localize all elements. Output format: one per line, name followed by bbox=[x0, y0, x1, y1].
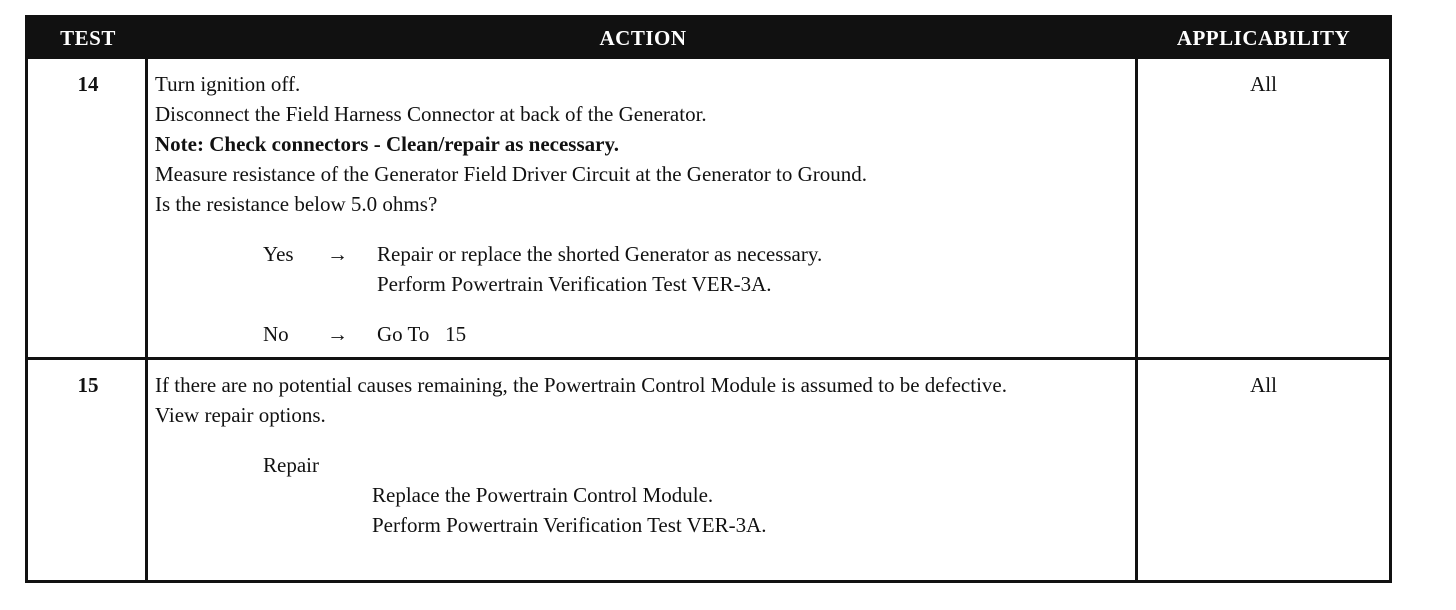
applicability-value: All bbox=[1250, 373, 1277, 397]
yes-result: Repair or replace the shorted Generator as necessary. bbox=[377, 242, 823, 266]
repair-line1: Replace the Powertrain Control Module. bbox=[372, 483, 714, 507]
applicability-value: All bbox=[1250, 72, 1277, 96]
note-line: Note: Check connectors - Clean/repair as necessary. bbox=[155, 132, 620, 156]
arrow-right-icon: → bbox=[327, 242, 348, 266]
repair-line2: Perform Powertrain Verification Test VER-3A. bbox=[372, 513, 767, 537]
arrow-right-icon: → bbox=[327, 322, 348, 346]
no-result: Go To 15 bbox=[377, 322, 467, 346]
action-line: View repair options. bbox=[155, 403, 326, 427]
action-paragraph: If there are no potential causes remaining, the Powertrain Control Module is assumed to be defective. bbox=[155, 373, 1007, 397]
yes-result-continued bbox=[155, 269, 1127, 299]
action-line: Disconnect the Field Harness Connector at back of the Generator. bbox=[155, 102, 707, 126]
row-divider bbox=[28, 357, 1389, 360]
column-divider bbox=[1135, 59, 1138, 580]
repair-label: Repair bbox=[263, 453, 319, 477]
repair-option bbox=[155, 450, 1127, 480]
test-table bbox=[25, 15, 1392, 583]
test-number: 15 bbox=[77, 373, 99, 397]
header-applicability: APPLICABILITY bbox=[1176, 26, 1351, 50]
table-header bbox=[28, 18, 1389, 59]
repair-step bbox=[155, 510, 1127, 540]
action-line: Measure resistance of the Generator Field Driver Circuit at the Generator to Ground. bbox=[155, 162, 867, 186]
action-cell bbox=[155, 370, 1127, 540]
action-cell bbox=[155, 69, 1127, 349]
no-label: No bbox=[263, 322, 289, 346]
header-test: TEST bbox=[60, 26, 116, 50]
action-line: Turn ignition off. bbox=[155, 72, 301, 96]
header-action: ACTION bbox=[599, 26, 687, 50]
repair-step bbox=[155, 480, 1127, 510]
no-option bbox=[155, 319, 1127, 349]
yes-result-line2: Perform Powertrain Verification Test VER-3A. bbox=[377, 272, 772, 296]
yes-label: Yes bbox=[263, 242, 294, 266]
question-line: Is the resistance below 5.0 ohms? bbox=[155, 192, 438, 216]
column-divider bbox=[145, 59, 148, 580]
test-number: 14 bbox=[77, 72, 99, 96]
yes-option bbox=[155, 239, 1127, 269]
